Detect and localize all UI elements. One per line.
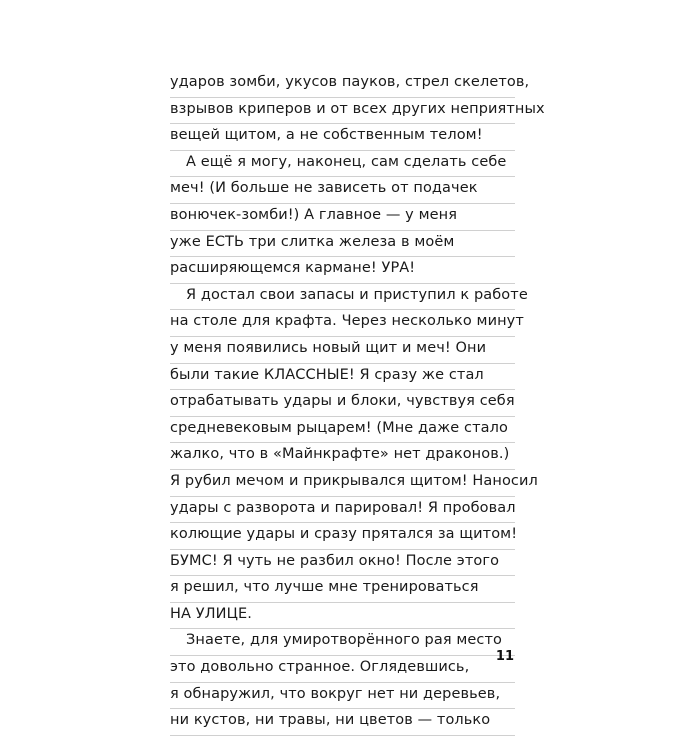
text-line: жалко, что в «Майнкрафте» нет драконов.): [170, 443, 515, 470]
text-line: БУМС! Я чуть не разбил окно! После этого: [170, 550, 515, 577]
text-line: НА УЛИЦЕ.: [170, 603, 515, 630]
text-line: на столе для крафта. Через несколько минут: [170, 310, 515, 337]
text-line: вещей щитом, а не собственным телом!: [170, 124, 515, 151]
text-line: я решил, что лучше мне тренироваться: [170, 576, 515, 603]
text-line: Знаете, для умиротворённого рая место: [170, 629, 515, 656]
text-block: [170, 71, 545, 736]
text-line: это довольно странное. Оглядевшись,: [170, 656, 515, 683]
text-line: Я рубил мечом и прикрывался щитом! Наносил: [170, 470, 515, 497]
text-line: ударов зомби, укусов пауков, стрел скелетов,: [170, 71, 515, 98]
text-line: ни кустов, ни травы, ни цветов — только: [170, 709, 515, 736]
text-line: колющие удары и сразу прятался за щитом!: [170, 523, 515, 550]
text-line: уже ЕСТЬ три слитка железа в моём: [170, 231, 515, 258]
text-line: средневековым рыцарем! (Мне даже стало: [170, 417, 515, 444]
page-number: 11: [495, 649, 514, 664]
text-line: меч! (И больше не зависеть от подачек: [170, 177, 515, 204]
text-line: отрабатывать удары и блоки, чувствуя себя: [170, 390, 515, 417]
text-line: удары с разворота и парировал! Я пробовал: [170, 497, 515, 524]
text-line: я обнаружил, что вокруг нет ни деревьев,: [170, 683, 515, 710]
text-line: взрывов криперов и от всех других неприятных: [170, 98, 515, 125]
text-line: вонючек-зомби!) А главное — у меня: [170, 204, 515, 231]
text-line: Я достал свои запасы и приступил к работе: [170, 284, 515, 311]
text-line: были такие КЛАССНЫЕ! Я сразу же стал: [170, 364, 515, 391]
text-line: расширяющемся кармане! УРА!: [170, 257, 515, 284]
text-line: у меня появились новый щит и меч! Они: [170, 337, 515, 364]
text-line: А ещё я могу, наконец, сам сделать себе: [170, 151, 515, 178]
